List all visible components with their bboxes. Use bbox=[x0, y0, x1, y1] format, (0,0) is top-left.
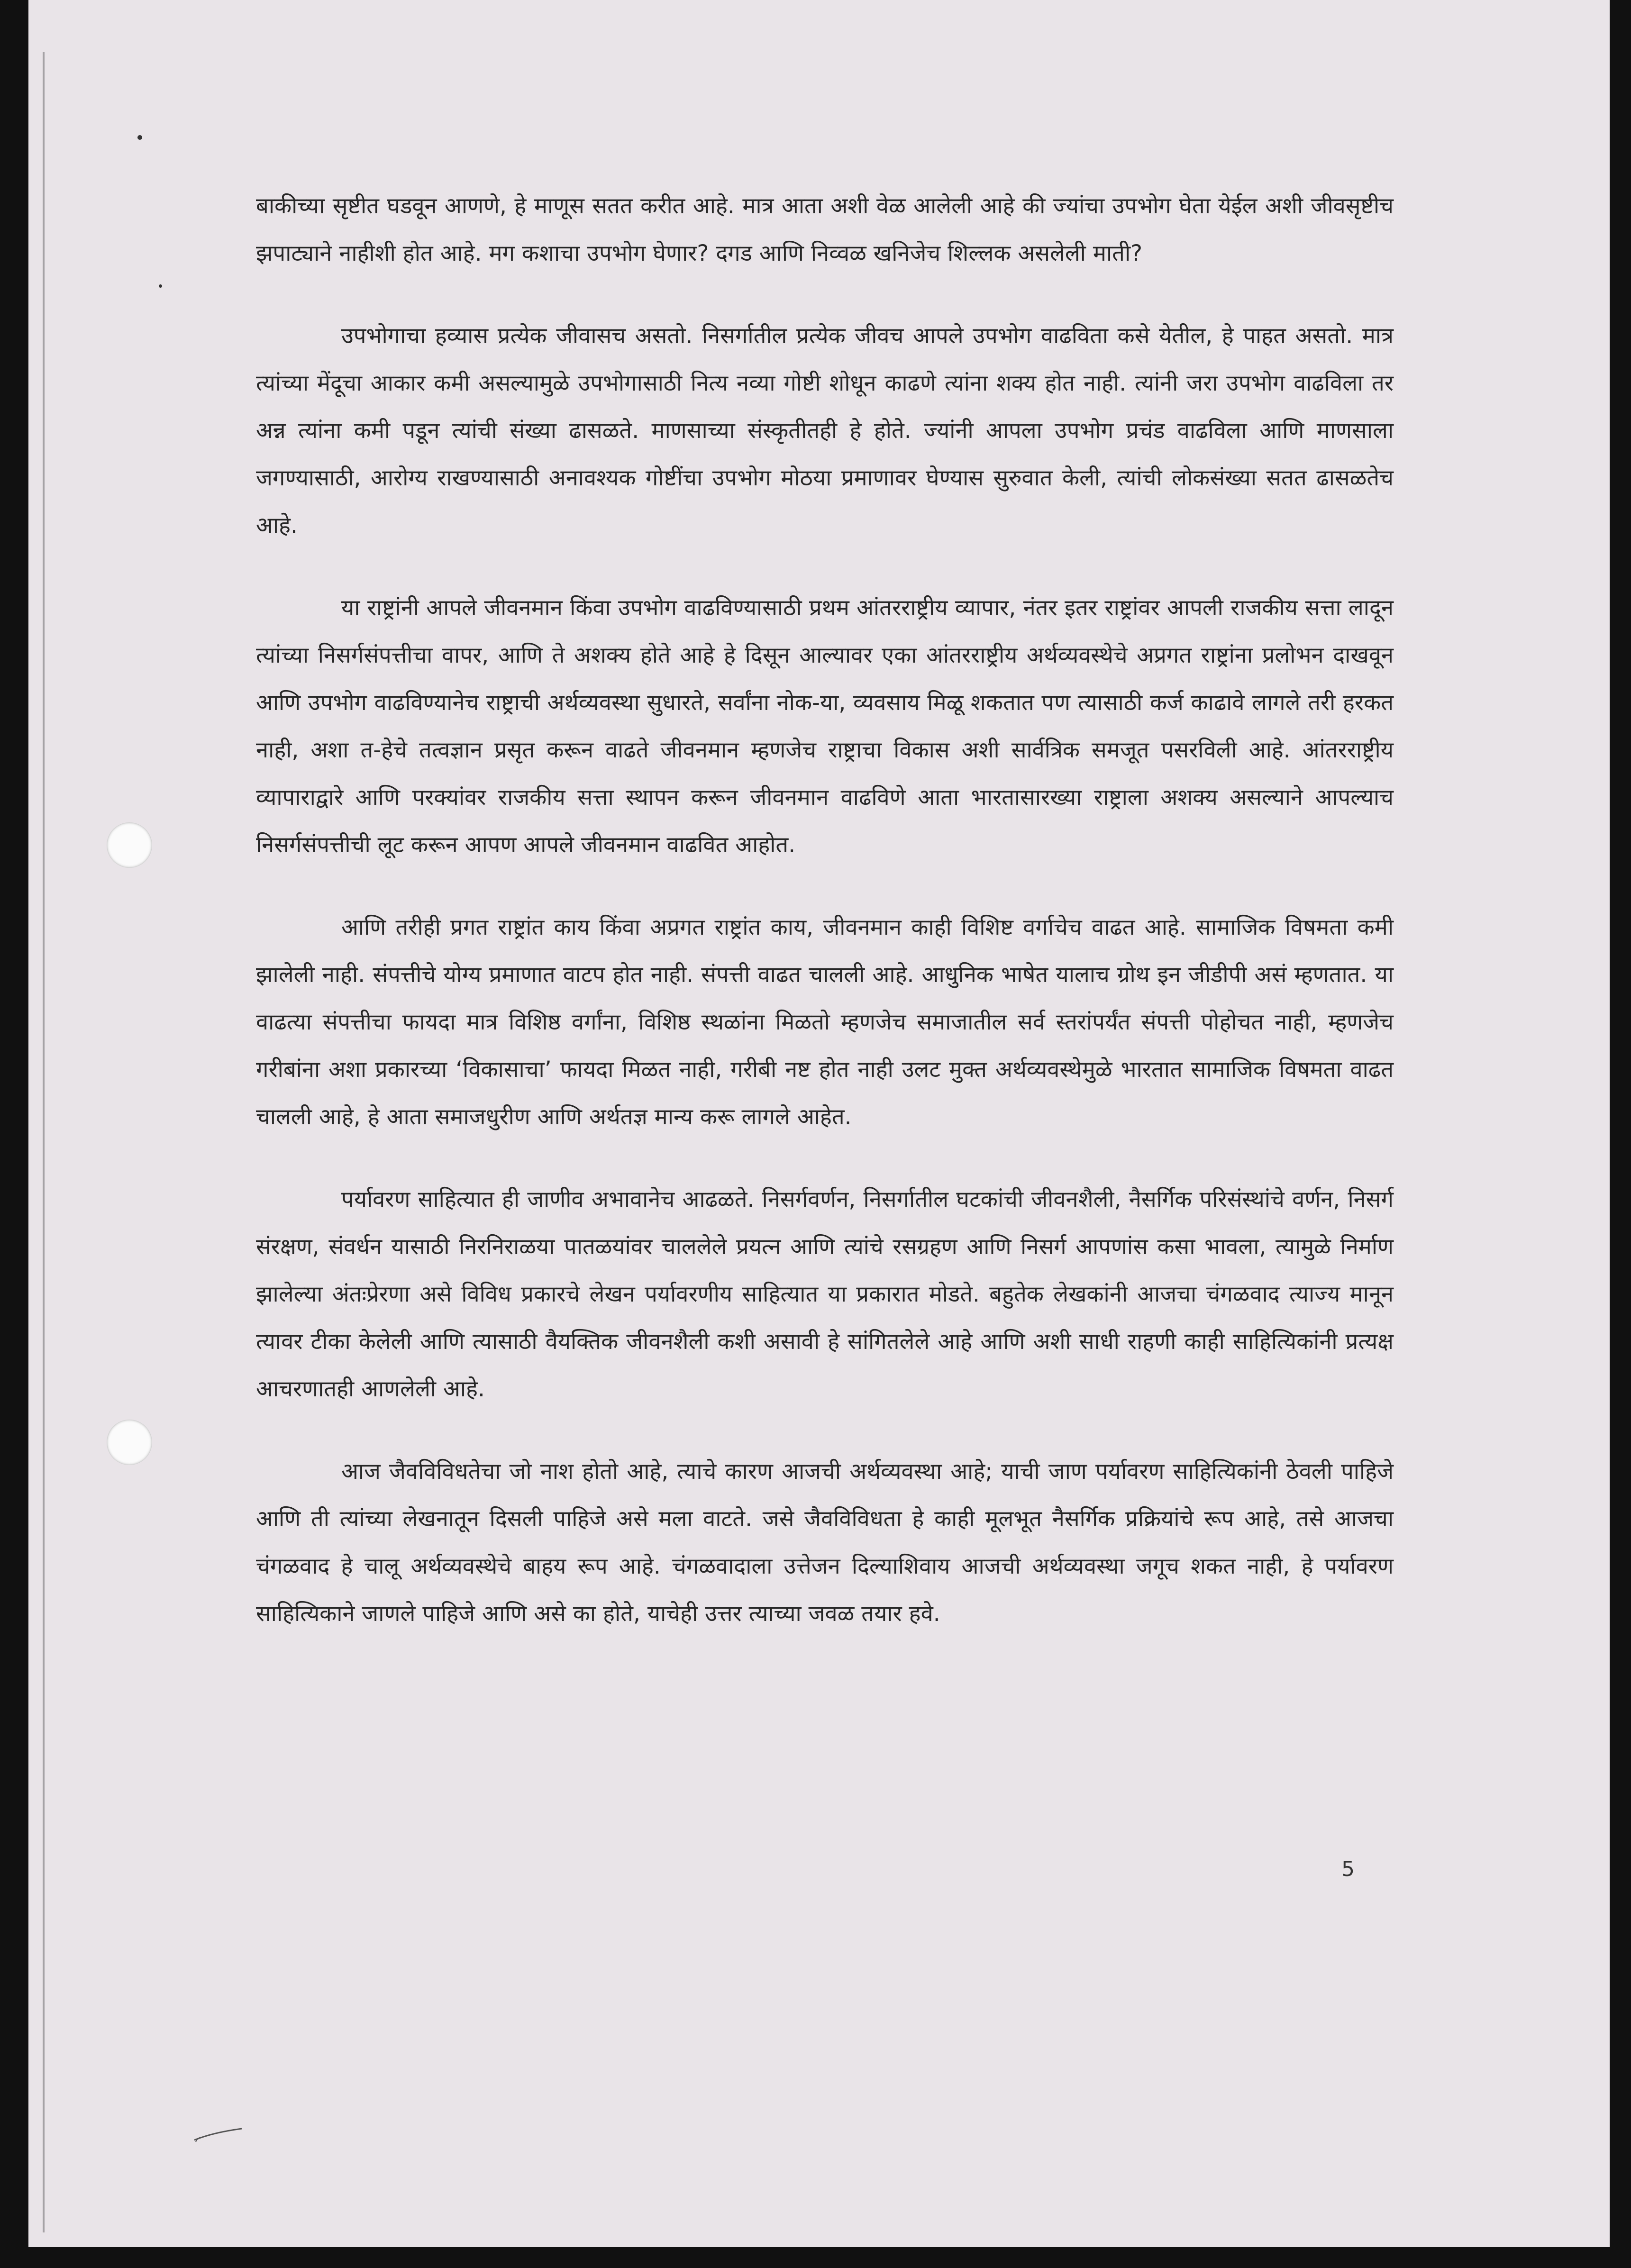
paragraph: बाकीच्या सृष्टीत घडवून आणणे, हे माणूस सतत करीत आहे. मात्र आता अशी वेळ आलेली आहे की ज्यांचा उपभोग घेता येईल अशी जीवसृष्टीच झपाट्याने नाहीशी होत आहे. मग कशाचा उपभोग घेणार? दगड आणि निव्वळ खनिजेच शिल्लक असलेली माती? bbox=[256, 193, 1394, 266]
punch-hole bbox=[107, 1420, 152, 1465]
paragraph: पर्यावरण साहित्यात ही जाणीव अभावानेच आढळते. निसर्गवर्णन, निसर्गातील घटकांची जीवनशैली, नैसर्गिक परिसंस्थांचे वर्णन, निसर्ग संरक्षण, संवर्धन यासाठी निरनिराळया पातळयांवर चाललेले प्रयत्न आणि त्यांचे रसग्रहण आणि निसर्ग आपणांस कसा भावला, त्यामुळे निर्माण झालेल्या अंतःप्रेरणा असे विविध प्रकारचे लेखन पर्यावरणीय साहित्यात या प्रकारात मोडते. बहुतेक लेखकांनी आजचा चंगळवाद त्याज्य मानून त्यावर टीका केलेली आणि त्यासाठी वैयक्तिक जीवनशैली कशी असावी हे सांगितलेले आहे आणि अशी साधी राहणी काही साहित्यिकांनी प्रत्यक्ष आचरणातही आणलेली आहे. bbox=[256, 1186, 1394, 1402]
paragraph: आज जैवविविधतेचा जो नाश होतो आहे, त्याचे कारण आजची अर्थव्यवस्था आहे; याची जाण पर्यावरण साहित्यिकांनी ठेवली पाहिजे आणि ती त्यांच्या लेखनातून दिसली पाहिजे असे मला वाटते. जसे जैवविविधता हे काही मूलभूत नैसर्गिक प्रक्रियांचे रूप आहे, तसे आजचा चंगळवाद हे चालू अर्थव्यवस्थेचे बाहय रूप आहे. चंगळवादाला उत्तेजन दिल्याशिवाय आजची अर्थव्यवस्था जगूच शकत नाही, हे पर्यावरण साहित्यिकाने जाणले पाहिजे आणि असे का होते, याचेही उत्तर त्याच्या जवळ तयार हवे. bbox=[256, 1458, 1394, 1627]
scan-speck bbox=[159, 284, 162, 288]
page-number: 5 bbox=[1341, 1857, 1355, 1881]
paragraph: आणि तरीही प्रगत राष्ट्रांत काय किंवा अप्रगत राष्ट्रांत काय, जीवनमान काही विशिष्ट वर्गाचेच वाढत आहे. सामाजिक विषमता कमी झालेली नाही. संपत्तीचे योग्य प्रमाणात वाटप होत नाही. संपत्ती वाढत चालली आहे. आधुनिक भाषेत यालाच ग्रोथ इन जीडीपी असं म्हणतात. या वाढत्या संपत्तीचा फायदा मात्र विशिष्ठ वर्गांना, विशिष्ठ स्थळांना मिळतो म्हणजेच समाजातील सर्व स्तरांपर्यंत संपत्ती पोहोचत नाही, म्हणजेच गरीबांना अशा प्रकारच्या ‘विकासाचा’ फायदा मिळत नाही, गरीबी नष्ट होत नाही उलट मुक्त अर्थव्यवस्थेमुळे भारतात सामाजिक विषमता वाढत चालली आहे, हे आता समाजधुरीण आणि अर्थतज्ञ मान्य करू लागले आहेत. bbox=[256, 914, 1394, 1130]
punch-hole bbox=[107, 822, 152, 868]
paragraph: उपभोगाचा हव्यास प्रत्येक जीवासच असतो. निसर्गातील प्रत्येक जीवच आपले उपभोग वाढविता कसे येतील, हे पाहत असतो. मात्र त्यांच्या मेंदूचा आकार कमी असल्यामुळे उपभोगासाठी नित्य नव्या गोष्टी शोधून काढणे त्यांना शक्य होत नाही. त्यांनी जरा उपभोग वाढविला तर अन्न त्यांना कमी पडून त्यांची संख्या ढासळते. माणसाच्या संस्कृतीतही हे होते. ज्यांनी आपला उपभोग प्रचंड वाढविला आणि माणसाला जगण्यासाठी, आरोग्य राखण्यासाठी अनावश्यक गोष्टींचा उपभोग मोठया प्रमाणावर घेण्यास सुरुवात केली, त्यांची लोकसंख्या सतत ढासळतेच आहे. bbox=[256, 323, 1394, 538]
document-body bbox=[256, 182, 1394, 1673]
paragraph: या राष्ट्रांनी आपले जीवनमान किंवा उपभोग वाढविण्यासाठी प्रथम आंतरराष्ट्रीय व्यापार, नंतर इतर राष्ट्रांवर आपली राजकीय सत्ता लादून त्यांच्या निसर्गसंपत्तीचा वापर, आणि ते अशक्य होते आहे हे दिसून आल्यावर एका आंतरराष्ट्रीय अर्थव्यवस्थेचे अप्रगत राष्ट्रांना प्रलोभन दाखवून आणि उपभोग वाढविण्यानेच राष्ट्राची अर्थव्यवस्था सुधारते, सर्वांना नोक-या, व्यवसाय मिळू शकतात पण त्यासाठी कर्ज काढावे लागले तरी हरकत नाही, अशा त-हेचे तत्वज्ञान प्रसृत करून वाढते जीवनमान म्हणजेच राष्ट्राचा विकास अशी सार्वत्रिक समजूत पसरविली आहे. आंतरराष्ट्रीय व्यापाराद्वारे आणि परक्यांवर राजकीय सत्ता स्थापन करून जीवनमान वाढविणे आता भारतासारख्या राष्ट्राला अशक्य असल्याने आपल्याच निसर्गसंपत्तीची लूट करून आपण आपले जीवनमान वाढवित आहोत. bbox=[256, 595, 1394, 858]
pen-mark bbox=[192, 2126, 244, 2145]
scan-speck bbox=[137, 135, 142, 140]
